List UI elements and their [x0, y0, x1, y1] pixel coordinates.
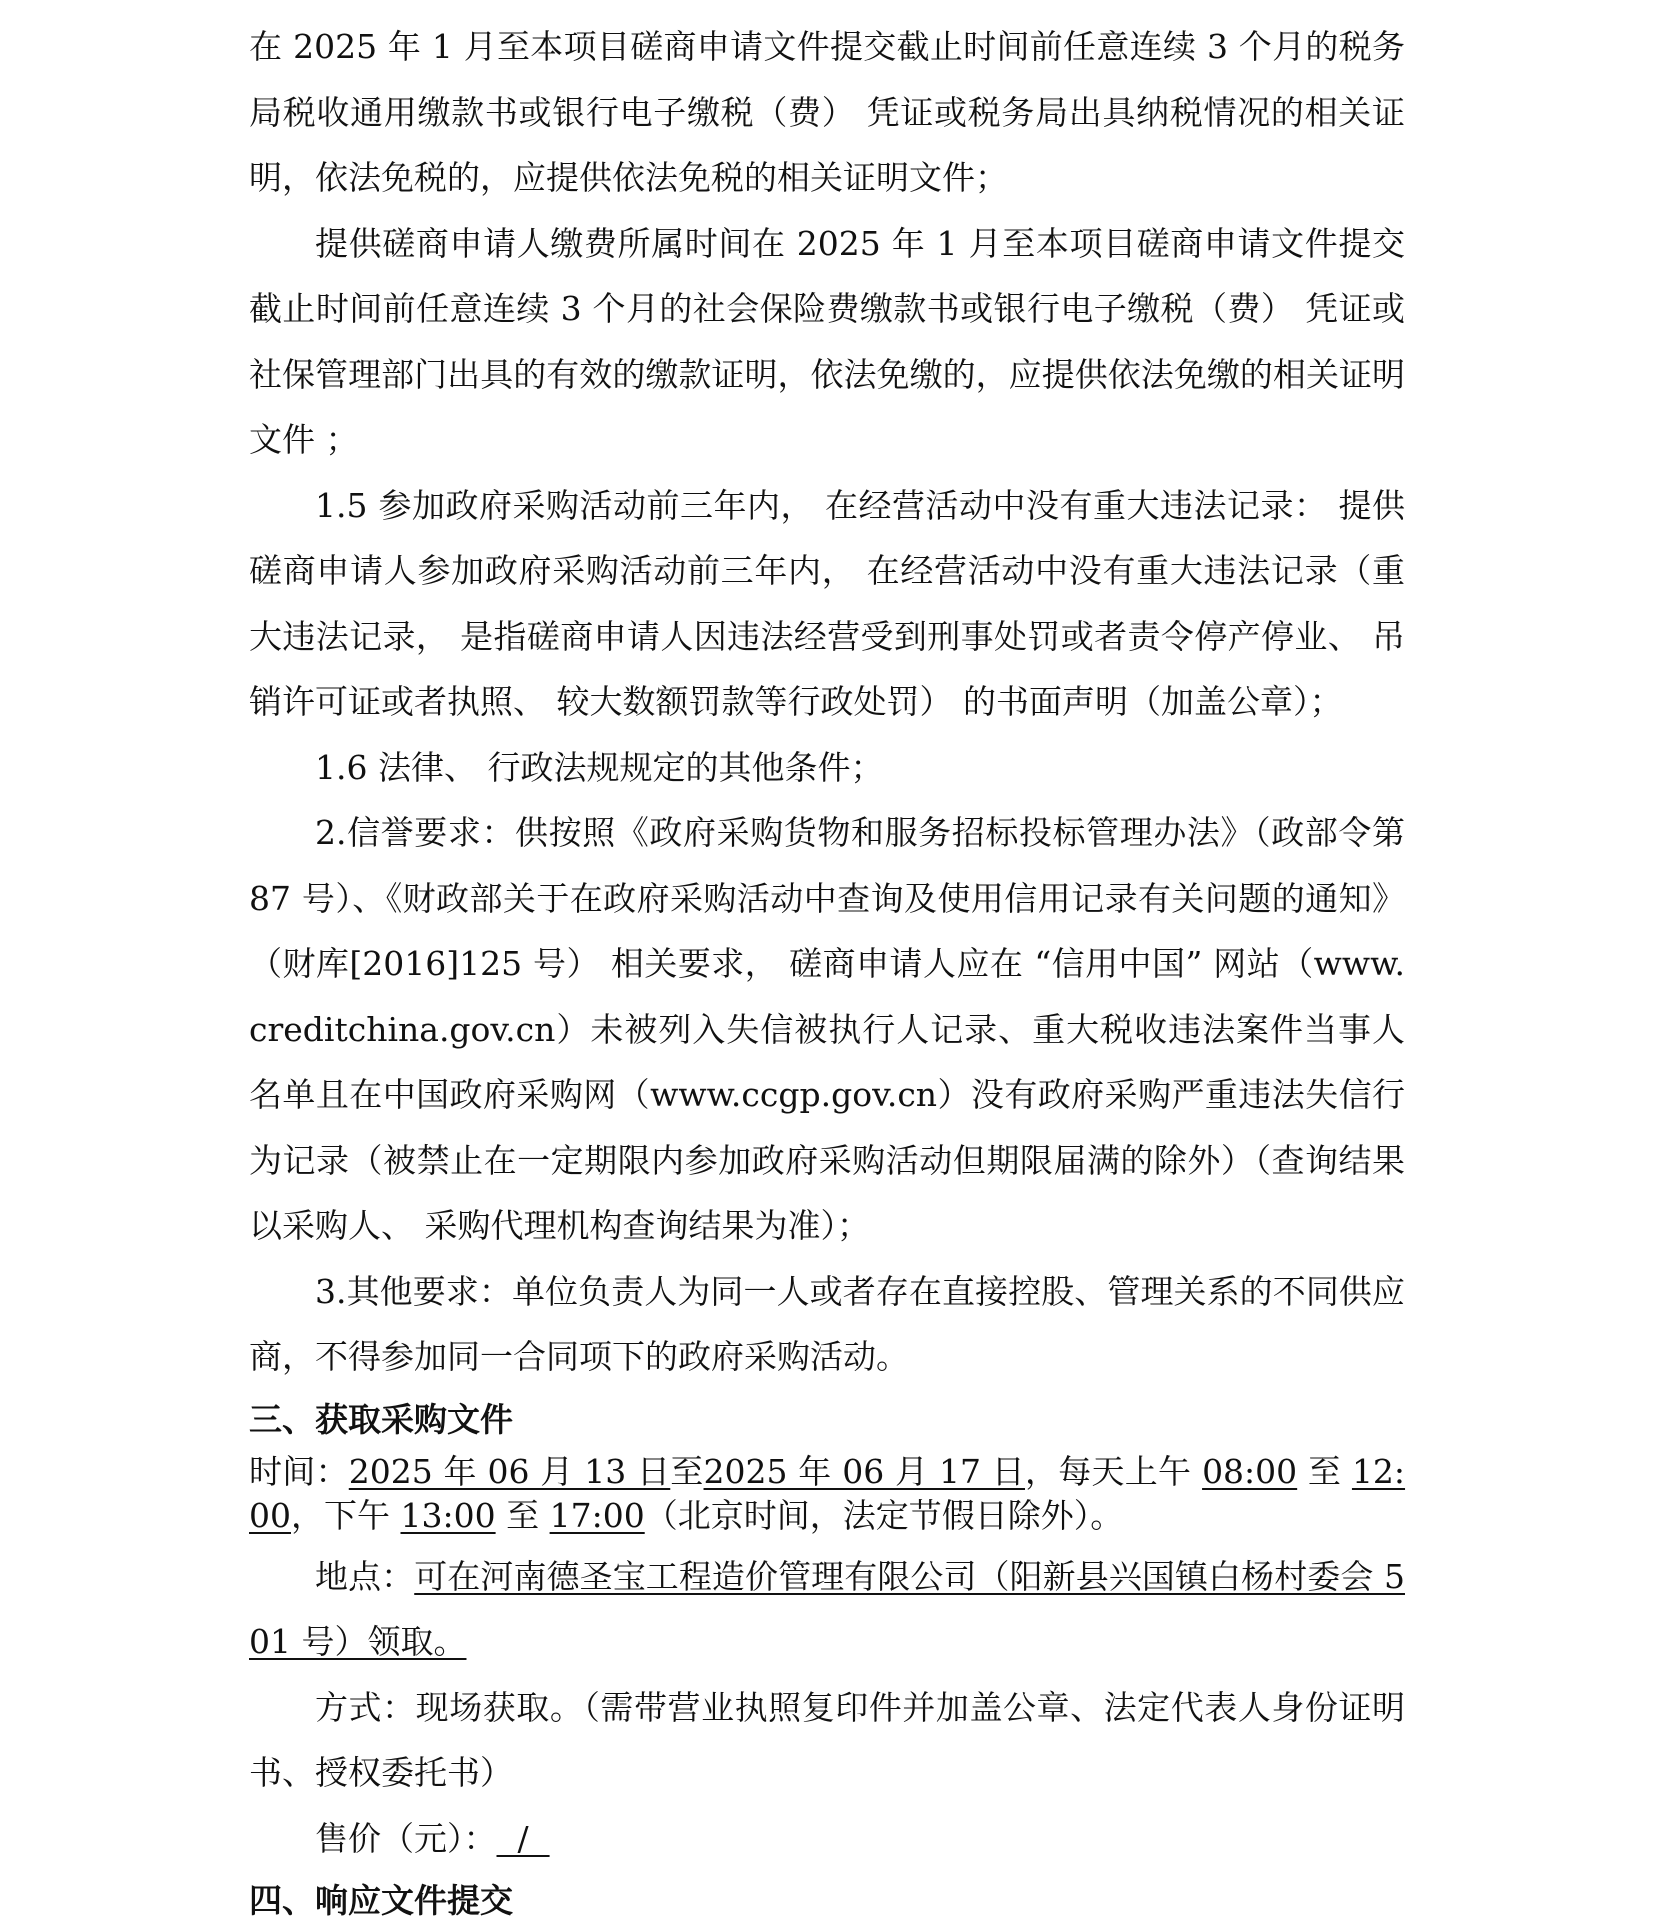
document-page [249, 14, 1405, 1931]
obtain-place [249, 1544, 1405, 1675]
obtain-time [249, 1450, 1405, 1538]
paragraph-credit-requirements: 2.信誉要求：供按照《政府采购货物和服务招标投标管理办法》（政部令第 87 号）、《财政部关于在政府采购活动中查询及使用信用记录有关问题的通知》（财库[2016]125 号） 相关要求， 磋商申请人应在 “信用中国” 网站（www.creditchina.gov.cn）未被列入失信被执行人记录、重大税收违法案件当事人名单且在中国政府采购网（www.ccgp.gov.cn）没有政府采购严重违法失信行为记录（被禁止在一定期限内参加政府采购活动但期限届满的除外）（查询结果以采购人、 采购代理机构查询结果为准）； [249, 813, 1405, 1245]
pm-label: 下午 [324, 1495, 401, 1535]
paragraph-other-conditions: 1.6 法律、 行政法规规定的其他条件； [315, 747, 884, 787]
place-label: 地点： [315, 1556, 415, 1596]
time-label: 时间： [249, 1451, 349, 1491]
am-end-time: 12:00 [249, 1451, 1406, 1535]
price-value: / [496, 1818, 550, 1858]
am-start-time: 08:00 [1202, 1451, 1298, 1491]
end-date: 2025 年 06 月 17 日 [703, 1451, 1026, 1491]
paragraph-tax-proof: 在 2025 年 1 月至本项目磋商申请文件提交截止时间前任意连续 3 个月的税务局税收通用缴款书或银行电子缴税（费） 凭证或税务局出具纳税情况的相关证明，依法免税的，应提供依法免税的相关证明文件； [249, 27, 1405, 197]
paragraph-no-violation: 1.5 参加政府采购活动前三年内， 在经营活动中没有重大违法记录： 提供磋商申请人参加政府采购活动前三年内， 在经营活动中没有重大违法记录（重大违法记录， 是指磋商申请人因违法经营受到刑事处罚或者责令停产停业、 吊销许可证或者执照、 较大数额罚款等行政处罚） 的书面声明（加盖公章）； [249, 485, 1405, 721]
price-label: 售价（元）： [315, 1818, 497, 1858]
comma-text: ， [291, 1495, 324, 1535]
to-text: 至 [495, 1495, 550, 1535]
pm-start-time: 13:00 [400, 1495, 496, 1535]
section-heading-submit-response: 四、响应文件提交 [249, 1881, 513, 1920]
daily-am-text: ，每天上午 [1025, 1451, 1203, 1491]
pm-end-time: 17:00 [549, 1495, 645, 1535]
paragraph-other-requirements: 3.其他要求：单位负责人为同一人或者存在直接控股、管理关系的不同供应商，不得参加同一合同项下的政府采购活动。 [249, 1271, 1405, 1376]
to-text: 至 [1297, 1451, 1352, 1491]
paragraph-social-insurance: 提供磋商申请人缴费所属时间在 2025 年 1 月至本项目磋商申请文件提交截止时间前任意连续 3 个月的社会保险费缴款书或银行电子缴税（费） 凭证或社保管理部门出具的有效的缴款证明，依法免缴的，应提供依法免缴的相关证明文件 ； [249, 223, 1405, 459]
time-note: （北京时间，法定节假日除外）。 [644, 1495, 1124, 1535]
obtain-method: 方式：现场获取。（需带营业执照复印件并加盖公章、法定代表人身份证明书、授权委托书） [249, 1687, 1405, 1792]
to-text: 至 [670, 1451, 704, 1491]
place-value: 可在河南德圣宝工程造价管理有限公司（阳新县兴国镇白杨村委会 501 号）领取。 [249, 1556, 1405, 1661]
sale-price [249, 1806, 1405, 1872]
section-heading-obtain-documents: 三、获取采购文件 [249, 1399, 513, 1439]
start-date: 2025 年 06 月 13 日 [348, 1451, 671, 1491]
